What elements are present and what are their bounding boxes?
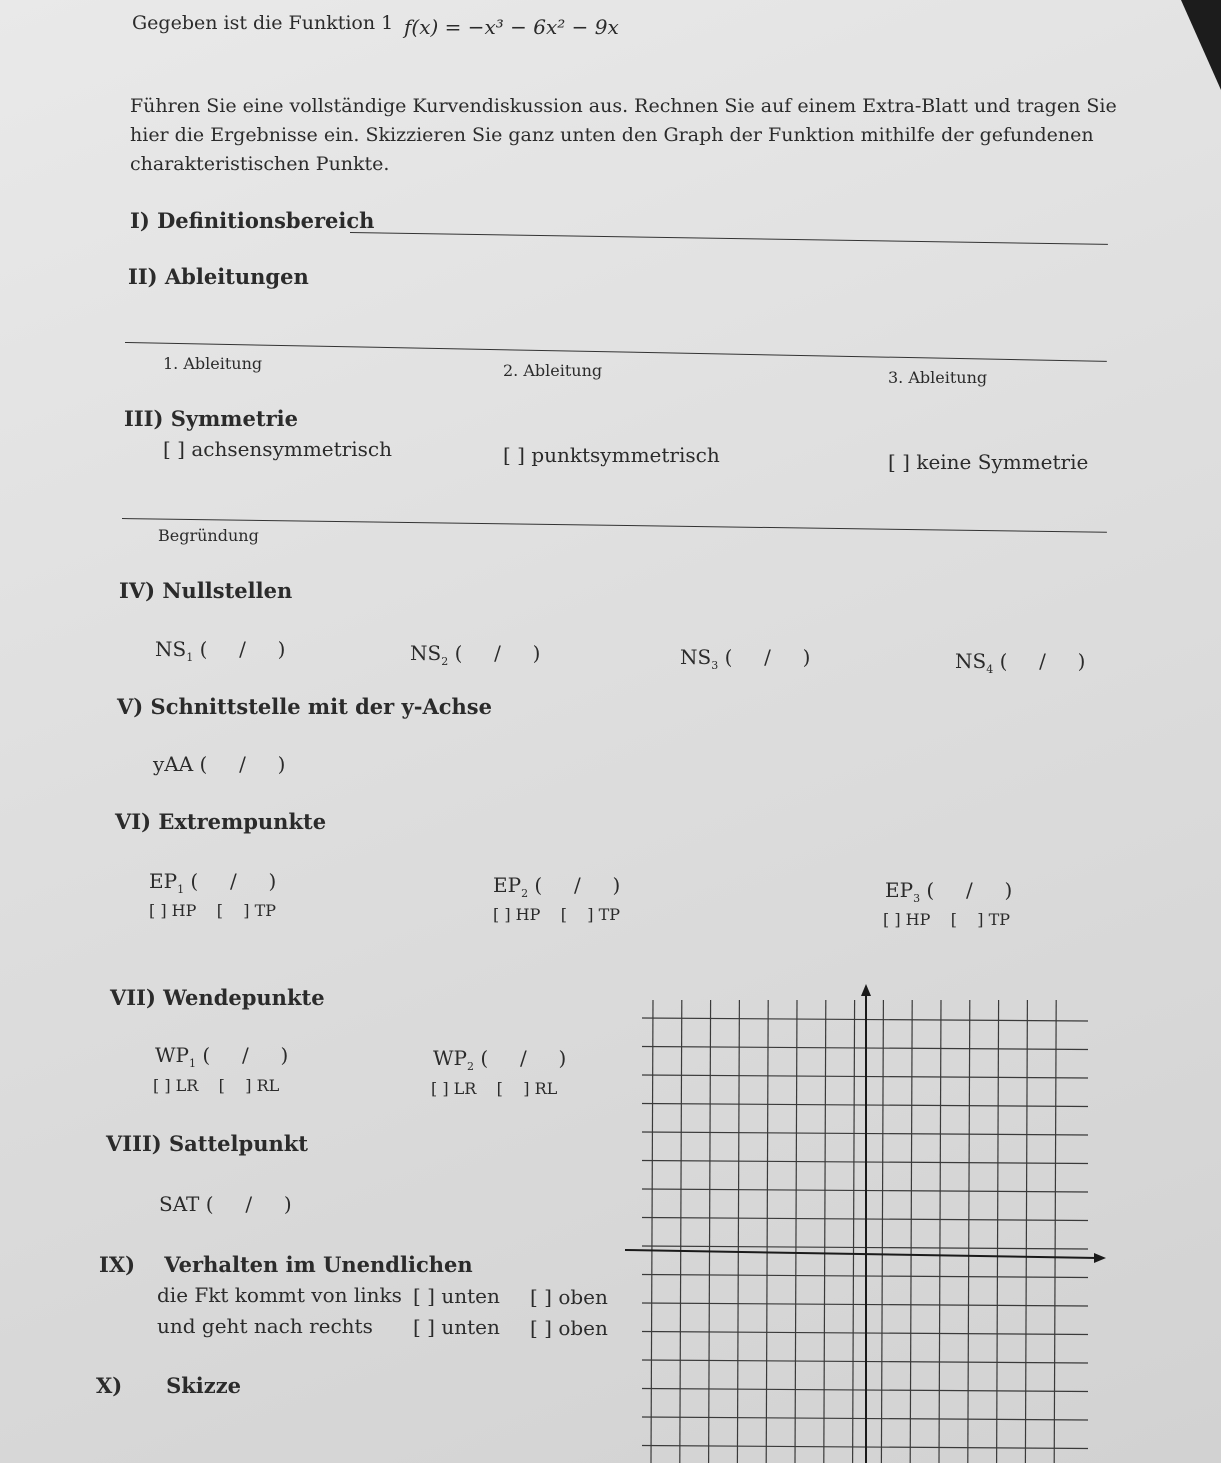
point-yaa[interactable]: yAA ( / ) (153, 752, 286, 776)
section-unendlich: IX) Verhalten im Unendlichen (99, 1252, 473, 1277)
function-formula: f(x) = −x³ − 6x² − 9x (404, 15, 619, 39)
section-y-achse: V) Schnittstelle mit der y-Achse (117, 694, 492, 719)
section-skizze: X) Skizze (96, 1373, 242, 1398)
grid-v-line (968, 1000, 970, 1463)
checkbox-achsensymmetrisch[interactable]: [ ] achsensymmetrisch (163, 437, 392, 461)
point-ep3[interactable]: $EP_3$ ( / ) (885, 878, 1013, 905)
section-definitionsbereich: I) Definitionsbereich (130, 208, 375, 233)
checkbox-links-oben[interactable]: [ ] oben (530, 1285, 608, 1309)
section-wendepunkte: VII) Wendepunkte (110, 985, 325, 1010)
grid-v-line (709, 1000, 711, 1463)
point-wp1[interactable]: $WP_1$ ( / ) (155, 1043, 289, 1070)
y-axis-arrow (861, 984, 871, 996)
section-symmetrie: III) Symmetrie (124, 406, 298, 431)
label-nach-rechts: und geht nach rechts (157, 1314, 373, 1338)
checkbox-links-unten[interactable]: [ ] unten (413, 1284, 500, 1308)
checkbox-punktsymmetrisch[interactable]: [ ] punktsymmetrisch (503, 443, 720, 467)
options-wp2[interactable]: [ ] LR [ ] RL (431, 1079, 558, 1098)
options-ep2[interactable]: [ ] HP [ ] TP (493, 905, 621, 924)
grid-v-line (651, 1000, 653, 1463)
section-ableitungen: II) Ableitungen (128, 264, 309, 289)
answer-line-ableitungen[interactable] (125, 342, 1107, 362)
point-ep1[interactable]: $EP_1$ ( / ) (149, 869, 277, 896)
point-ns4[interactable]: $NS_4$ ( / ) (955, 649, 1086, 676)
options-wp1[interactable]: [ ] LR [ ] RL (153, 1076, 280, 1095)
grid-v-line (795, 1000, 797, 1463)
point-ns1[interactable]: $NS_1$ ( / ) (155, 637, 286, 664)
label-ableitung-3: 3. Ableitung (888, 368, 988, 387)
checkbox-keine-symmetrie[interactable]: [ ] keine Symmetrie (888, 450, 1089, 474)
options-ep3[interactable]: [ ] HP [ ] TP (883, 910, 1011, 929)
point-wp2[interactable]: $WP_2$ ( / ) (433, 1046, 567, 1073)
section-nullstellen: IV) Nullstellen (119, 578, 293, 603)
grid-v-line (1025, 1000, 1027, 1463)
grid-v-line (680, 1000, 682, 1463)
point-ep2[interactable]: $EP_2$ ( / ) (493, 873, 621, 900)
point-ns2[interactable]: $NS_2$ ( / ) (410, 641, 541, 668)
label-ableitung-1: 1. Ableitung (163, 354, 263, 373)
x-axis (625, 1250, 1098, 1258)
instructions: Führen Sie eine vollständige Kurvendiskussion aus. Rechnen Sie auf einem Extra-Blatt und tragen Sie hier die Ergebnisse ein. Skizzieren Sie ganz unten den Graph der Funktion mithilfe der gefundenen charakteristischen Punkte. (130, 95, 1117, 175)
section-extrempunkte: VI) Extrempunkte (115, 809, 327, 834)
grid-v-line (910, 1000, 912, 1463)
screen-corner (1181, 0, 1221, 90)
answer-line-definitionsbereich[interactable] (350, 232, 1108, 245)
grid-v-line (1054, 1000, 1056, 1463)
label-ableitung-2: 2. Ableitung (503, 361, 603, 380)
section-sattelpunkt: VIII) Sattelpunkt (106, 1131, 308, 1156)
checkbox-rechts-oben[interactable]: [ ] oben (530, 1316, 608, 1340)
checkbox-rechts-unten[interactable]: [ ] unten (413, 1315, 500, 1339)
label-von-links: die Fkt kommt von links (157, 1283, 402, 1307)
grid-v-line (737, 1000, 739, 1463)
options-ep1[interactable]: [ ] HP [ ] TP (149, 901, 277, 920)
label-begruendung: Begründung (158, 526, 259, 545)
intro-text: Gegeben ist die Funktion 1 (132, 12, 394, 34)
grid-v-line (881, 1000, 883, 1463)
grid-v-line (997, 1000, 999, 1463)
grid-v-line (766, 1000, 768, 1463)
x-axis-arrow (1094, 1253, 1106, 1263)
sketch-grid[interactable] (620, 980, 1110, 1463)
answer-line-begruendung[interactable] (122, 518, 1107, 533)
grid-v-line (853, 1000, 855, 1463)
point-sat[interactable]: SAT ( / ) (159, 1192, 292, 1216)
point-ns3[interactable]: $NS_3$ ( / ) (680, 645, 811, 672)
grid-v-line (824, 1000, 826, 1463)
grid-v-line (939, 1000, 941, 1463)
